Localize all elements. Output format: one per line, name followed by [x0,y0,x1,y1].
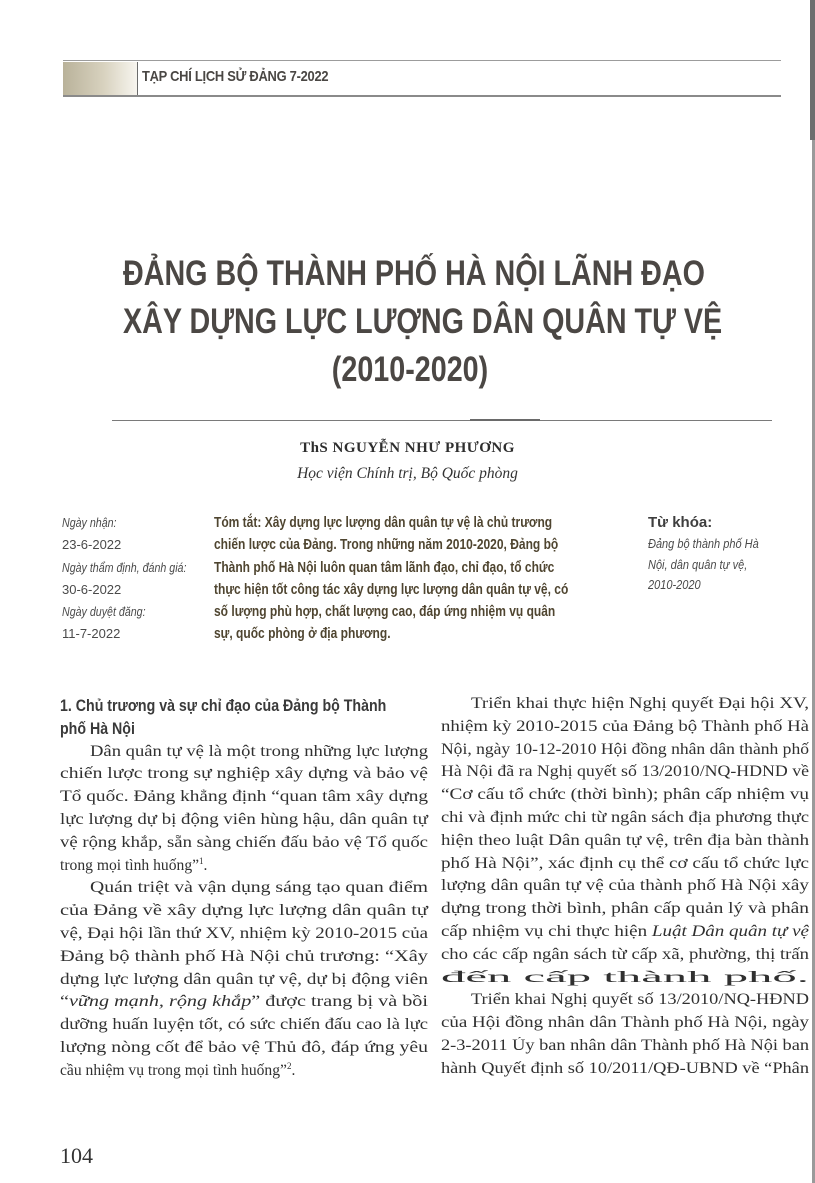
reviewed-label: Ngày thẩm định, đánh giá: [62,559,187,575]
body-line: hiện theo luật Dân quân tự vệ, trên địa bàn thành [441,831,810,849]
emphasis: vững mạnh, rộng khắp [68,993,252,1011]
body-line: Tổ quốc. Đảng khẳng định “quan tâm xây dựng [60,788,429,806]
body-line: “Cơ cấu tổ chức (thời bình); phân cấp nhiệm vụ [441,786,809,804]
header-rule-top [63,60,781,61]
section-heading [60,695,428,741]
body-column-left [60,695,428,1083]
title-line: ĐẢNG BỘ THÀNH PHỐ HÀ NỘI LÃNH ĐẠO [123,254,705,293]
body-line: Hà Nội đã ra Nghị quyết số 13/2010/NQ-HDND về [441,763,810,781]
emphasis: Luật Dân quân tự vệ [651,922,810,940]
body-line: nhiệm kỳ 2010-2015 của Đảng bộ Thành phố Hà [441,717,809,735]
keywords-line: Đảng bộ thành phố Hà [648,537,759,551]
keywords [648,512,798,596]
title-separator-accent [470,419,540,421]
approved-date: 11-7-2022 [62,626,121,642]
body-line: đến cấp thành phố. [441,968,809,986]
body-line: Nội, ngày 10-12-2010 Hội đồng nhân dân thành phố [441,740,810,758]
title-line: (2010-2020) [331,350,489,389]
body-line: Triển khai thực hiện Nghị quyết Đại hội XV, [471,695,809,712]
body-line: phố Hà Nội”, xác định cụ thể cơ cấu tổ chức lực [441,854,810,872]
body-line: vệ rộng khắp, sẵn sàng chiến đấu bảo vệ Tổ quốc [60,833,429,851]
body-line: lượng dân quân tự vệ của thành phố Hà Nội xây [441,877,810,895]
body-line: Đảng bộ thành phố Hà Nội chủ trương: “Xây [60,947,429,965]
body-line: hành Quyết định số 10/2011/QĐ-UBND về “Phân [441,1059,809,1077]
article-title [60,250,760,394]
body-line: dựng trong thời bình, phân cấp quản lý và phân [441,900,810,918]
body-line: của Đảng về xây dựng lực lượng dân quân tự [60,902,428,920]
journal-title: TẠP CHÍ LỊCH SỬ ĐẢNG 7-2022 [142,68,329,85]
section-heading-line: phố Hà Nội [60,719,135,738]
body-line: cấp nhiệm vụ chi thực hiện Luật Dân quân tự vệ [441,922,810,940]
body-line: chi và định mức chi từ ngân sách địa phương thực [441,808,809,826]
body-line: dựng lực lượng dân quân tự vệ, dự bị động viên [60,970,428,988]
footnote-ref[interactable]: 2 [286,1060,292,1071]
title-line: XÂY DỰNG LỰC LƯỢNG DÂN QUÂN TỰ VỆ [123,302,723,341]
abstract [214,512,634,646]
body-line: lực lượng dự bị động viên hùng hậu, dân quân tự [60,810,428,828]
footnote-ref[interactable]: 1 [199,855,204,866]
keywords-line: Nội, dân quân tự vệ, [648,557,748,572]
body-line: 2-3-2011 Ủy ban nhân dân Thành phố Hà Nội ban [441,1036,809,1054]
section-heading-line: 1. Chủ trương và sự chỉ đạo của Đảng bộ Thành [60,697,387,715]
body-line: vệ, Đại hội lần thứ XV, nhiệm kỳ 2010-2015 của [60,924,429,942]
keywords-title: Từ khóa: [648,514,713,531]
abstract-line: số lượng phù hợp, chất lượng cao, đáp ứng nhiệm vụ quân [214,604,556,621]
body-line: Dân quân tự vệ là một trong những lực lượng [90,742,429,760]
received-label: Ngày nhận: [62,515,117,530]
running-header [63,60,781,96]
scan-edge-top [810,0,815,140]
article-dates [62,512,212,646]
received-date: 23-6-2022 [62,537,122,553]
abstract-line: Tóm tắt: Xây dựng lực lượng dân quân tự vệ là chủ trương [214,515,553,531]
author-affiliation: Học viện Chính trị, Bộ Quốc phòng [297,465,518,482]
author-name: ThS NGUYỄN NHƯ PHƯƠNG [300,440,515,456]
header-divider [137,62,138,95]
page-number: 104 [60,1143,93,1168]
abstract-line: thực hiện tốt công tác xây dựng lực lượng dân quân tự vệ, có [214,581,569,598]
body-line: trong mọi tình huống”$^1$. [60,855,208,874]
body-line: cầu nhiệm vụ trong mọi tình huống”$^2$. [60,1060,296,1079]
body-line: “vững mạnh, rộng khắp” được trang bị và bồi [60,993,428,1011]
abstract-line: chiến lược của Đảng. Trong những năm 2010-2020, Đảng bộ [214,537,559,554]
body-line: lượng nòng cốt để bảo vệ Thủ đô, đáp ứng yêu [60,1038,428,1056]
reviewed-date: 30-6-2022 [62,581,122,597]
body-line: dưỡng huấn luyện tốt, có sức chiến đấu cao là lực [60,1016,429,1034]
keywords-line: 2010-2020 [648,578,701,592]
abstract-line: Thành phố Hà Nội luôn quan tâm lãnh đạo, chỉ đạo, tổ chức [214,559,555,576]
body-line: chiến lược trong sự nghiệp xây dựng và bảo vệ [60,765,429,783]
body-line: cho các cấp ngân sách từ cấp xã, phường, thị trấn [441,945,809,963]
abstract-line: sự, quốc phòng ở địa phương. [214,626,391,643]
body-line: Quán triệt và vận dụng sáng tạo quan điểm [90,879,429,897]
header-accent-block [63,62,137,95]
body-line: Triển khai Nghị quyết số 13/2010/NQ-HĐND [471,991,810,1009]
body-column-right [441,693,809,1081]
header-rule-bottom [63,95,781,97]
approved-label: Ngày duyệt đăng: [62,604,146,620]
body-line: của Hội đồng nhân dân Thành phố Hà Nội, ngày [441,1014,809,1032]
title-separator [112,420,772,421]
